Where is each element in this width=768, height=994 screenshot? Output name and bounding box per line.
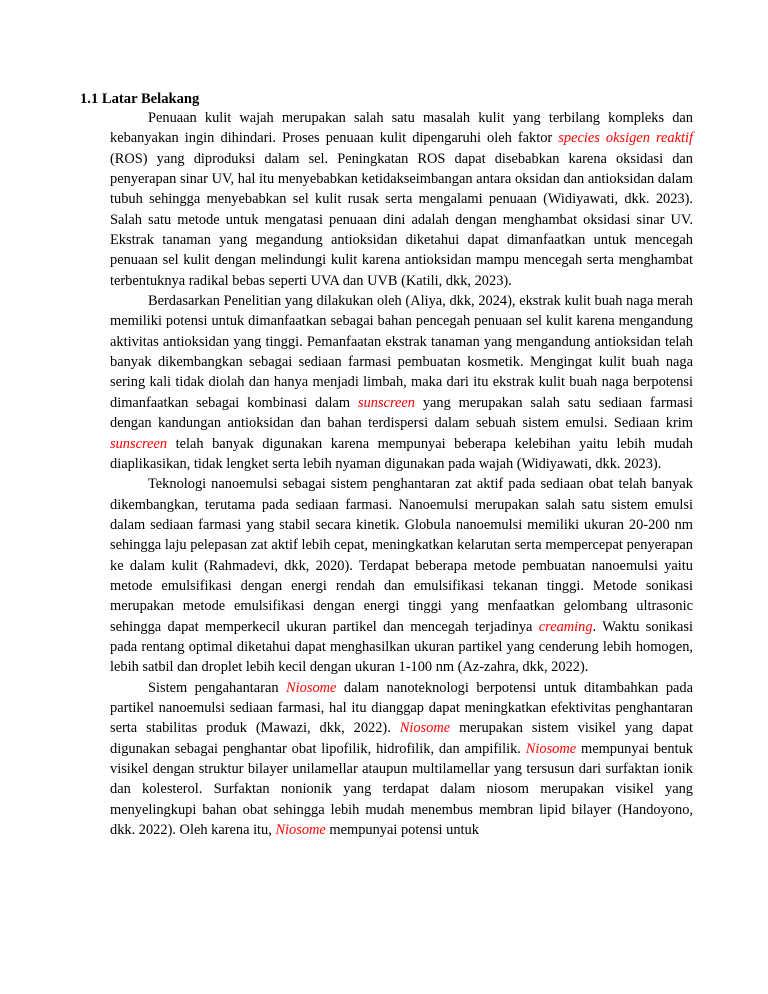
text-run: . Waktu sonikasi pada rentang optimal diketahui dapat menghasilkan ukuran partikel yang cenderung lebih homogen, lebih satbil dan droplet lebih kecil dengan ukuran 1-100 nm (Az-zahra, dkk, 2022). xyxy=(110,618,693,676)
italic-term: sunscreen xyxy=(110,435,168,452)
italic-term: Niosome xyxy=(286,679,337,696)
text-run: yang merupakan salah satu sediaan farmasi dengan kandungan antioksidan dan bahan terdispersi dalam sebuah sistem emulsi. Sediaan krim xyxy=(110,394,693,432)
section-heading: 1.1 Latar Belakang xyxy=(80,91,200,107)
text-run: dalam nanoteknologi berpotensi untuk ditambahkan pada partikel nanoemulsi sediaan farmasi, hal itu dianggap dapat meningkatkan efektivitas penghantaran serta stabilitas produk (Mawazi, dkk, 2022). xyxy=(110,679,694,737)
italic-term: Niosome xyxy=(275,822,326,839)
text-run: (ROS) yang diproduksi dalam sel. Peningkatan ROS dapat disebabkan karena oksidasi dan penyerapan sinar UV, hal itu menyebabkan ketidakseimbangan antara oksidan dan antioksidan dalam tubuh sehingga menyebabkan sel kulit rusak serta mengalami penuaan (Widiyawati, dkk. 2023). Salah satu metode untuk mengatasi penuaan dini adalah dengan menghambat oksidasi sinar UV. Ekstrak tanaman yang megandung antioksidan diketahui dapat dimanfaatkan untuk mencegah penuaan sel kulit dengan melindungi kulit karena antioksidan mampu mencegah serta menghambat terbentuknya radikal bebas seperti UVA dan UVB (Katili, dkk, 2023). xyxy=(110,150,693,289)
text-run: mempunyai bentuk visikel dengan struktur bilayer unilamellar ataupun multilamellar yang tersusun dari surfaktan ionik dan kolesterol. Surfaktan nonionik yang terdapat dalam niosom merupakan visikel yang menyelingkupi bahan obat sehingga lebih mudah menembus membran lipid bilayer (Handoyono, dkk. 2022). Oleh karena itu, xyxy=(110,740,693,839)
text-run: Penuaan kulit wajah merupakan salah satu masalah kulit yang terbilang kompleks dan kebanyakan ingin dihindari. Proses penuaan kulit dipengaruhi oleh faktor xyxy=(110,110,693,147)
italic-term: creaming xyxy=(538,618,593,635)
paragraph xyxy=(110,108,693,291)
text-run: Sistem pengahantaran xyxy=(148,679,287,696)
section-body xyxy=(110,108,693,840)
text-run: Teknologi nanoemulsi sebagai sistem penghantaran zat aktif pada sediaan obat telah banyak dikembangkan, terutama pada sediaan farmasi. Nanoemulsi merupakan salah satu sistem emulsi dalam sediaan farmasi yang stabil secara kinetik. Globula nanoemulsi memiliki ukuran 20-200 nm sehingga laju pelepasan zat aktif lebih cepat, meningkatkan kelarutan serta mempercepat penyerapan ke dalam kulit (Rahmadevi, dkk, 2020). Terdapat beberapa metode pembuatan nanoemulsi yaitu metode emulsifikasi dengan energi rendah dan emulsifikasi tekanan tinggi. Metode sonikasi merupakan metode emulsifikasi dengan energi tinggi yang menfaatkan gelombang ultrasonic sehingga dapat memperkecil ukuran partikel dan mencegah terjadinya xyxy=(110,476,693,635)
italic-term: sunscreen xyxy=(357,394,415,411)
italic-term: species oksigen reaktif xyxy=(558,130,693,147)
italic-term: Niosome xyxy=(525,740,577,757)
text-run: telah banyak digunakan karena mempunyai beberapa kelebihan yaitu lebih mudah diaplikasikan, tidak lengket serta lebih nyaman digunakan pada wajah (Widiyawati, dkk. 2023). xyxy=(110,435,693,472)
italic-term: Niosome xyxy=(399,720,451,737)
paragraph xyxy=(110,474,693,677)
text-run: mempunyai potensi untuk xyxy=(325,822,479,839)
text-run: Berdasarkan Penelitian yang dilakukan oleh (Aliya, dkk, 2024), ekstrak kulit buah naga merah memiliki potensi untuk dimanfaatkan sebagai bahan pencegah penuaan sel kulit karena mengandung aktivitas antioksidan yang tinggi. Pemanfaatan ekstrak tanaman yang mengandung antioksidan telah banyak dikembangkan sebagai sediaan farmasi pembuatan kosmetik. Mengingat kulit buah naga sering kali tidak diolah dan hanya menjadi limbah, maka dari itu ekstrak kulit buah naga berpotensi dimanfaatkan sebagai kombinasi dalam xyxy=(110,293,693,411)
text-run: merupakan sistem visikel yang dapat digunakan sebagai penghantar obat lipofilik, hidrofilik, dan ampifilik. xyxy=(110,720,693,757)
paragraph xyxy=(110,291,693,474)
paragraph xyxy=(110,678,693,841)
